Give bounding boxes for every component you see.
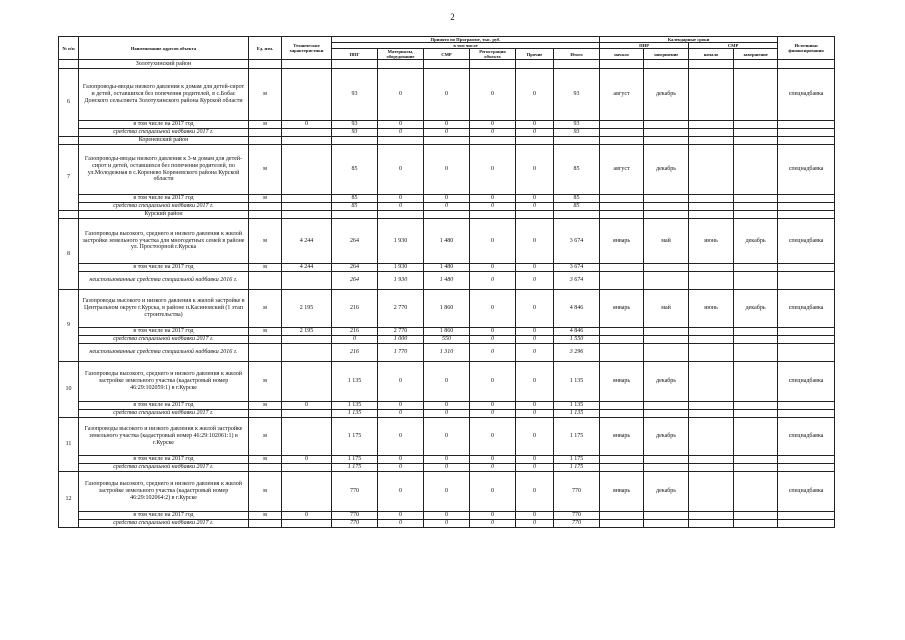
tech-cell: 0 xyxy=(282,402,332,410)
row-number: 7 xyxy=(59,145,79,211)
smr-cell: 0 xyxy=(424,456,470,464)
reg-cell: 0 xyxy=(470,512,516,520)
total-cell: 770 xyxy=(554,512,600,520)
district-title: Кореневский район xyxy=(79,137,249,145)
materials-cell: 1 770 xyxy=(378,344,424,362)
ppg-cell: 0 xyxy=(332,336,378,344)
year-subtotal-row xyxy=(59,402,835,410)
materials-cell: 0 xyxy=(378,456,424,464)
unit-cell: м xyxy=(249,418,282,456)
pir-start-cell: январь xyxy=(600,219,644,264)
other-cell: 0 xyxy=(516,336,554,344)
pir-start-cell: январь xyxy=(600,290,644,328)
smr-cell: 1 480 xyxy=(424,219,470,264)
funding-label: неиспользованные средства специальной надбавки 2016 г. xyxy=(79,344,249,362)
ppg-cell: 1 135 xyxy=(332,362,378,402)
total-cell: 93 xyxy=(554,129,600,137)
col-header-name: Наименование адресов объекта xyxy=(79,37,249,60)
source-cell: спецнадбавка xyxy=(778,362,835,402)
tech-cell xyxy=(282,362,332,402)
col-header-smr-schedule: СМР xyxy=(689,43,778,49)
table-row xyxy=(59,362,835,402)
unit-cell: м xyxy=(249,472,282,512)
tech-cell: 4 244 xyxy=(282,264,332,272)
smr-cell: 1 860 xyxy=(424,290,470,328)
smr-start-cell xyxy=(689,418,734,456)
reg-cell: 0 xyxy=(470,362,516,402)
materials-cell: 1 930 xyxy=(378,219,424,264)
tech-cell: 0 xyxy=(282,512,332,520)
pir-start-cell: август xyxy=(600,145,644,195)
funding-label: средства специальной надбавки 2017 г. xyxy=(79,464,249,472)
other-cell: 0 xyxy=(516,264,554,272)
total-cell: 3 674 xyxy=(554,264,600,272)
reg-cell: 0 xyxy=(470,464,516,472)
other-cell: 0 xyxy=(516,145,554,195)
ppg-cell: 216 xyxy=(332,328,378,336)
reg-cell: 0 xyxy=(470,520,516,528)
other-cell: 0 xyxy=(516,512,554,520)
funding-row xyxy=(59,336,835,344)
total-cell: 85 xyxy=(554,195,600,203)
reg-cell: 0 xyxy=(470,69,516,121)
smr-start-cell: июнь xyxy=(689,219,734,264)
ppg-cell: 264 xyxy=(332,272,378,290)
other-cell: 0 xyxy=(516,472,554,512)
ppg-cell: 1 175 xyxy=(332,456,378,464)
funding-row xyxy=(59,410,835,418)
reg-cell: 0 xyxy=(470,290,516,328)
materials-cell: 0 xyxy=(378,464,424,472)
smr-start-cell xyxy=(689,362,734,402)
funding-row xyxy=(59,464,835,472)
source-cell: спецнадбавка xyxy=(778,472,835,512)
total-cell: 85 xyxy=(554,203,600,211)
source-cell: спецнадбавка xyxy=(778,69,835,121)
funding-row xyxy=(59,520,835,528)
reg-cell: 0 xyxy=(470,344,516,362)
col-header-pir-start: начало xyxy=(600,49,644,60)
smr-cell: 0 xyxy=(424,410,470,418)
materials-cell: 1 000 xyxy=(378,336,424,344)
smr-cell: 1 860 xyxy=(424,328,470,336)
other-cell: 0 xyxy=(516,121,554,129)
row-number: 6 xyxy=(59,69,79,137)
other-cell: 0 xyxy=(516,203,554,211)
subtotal-label: в том числе на 2017 год xyxy=(79,456,249,464)
unit-cell: м xyxy=(249,362,282,402)
materials-cell: 0 xyxy=(378,121,424,129)
total-cell: 4 846 xyxy=(554,328,600,336)
tech-cell: 0 xyxy=(282,121,332,129)
col-header-pir-end: завершение xyxy=(644,49,689,60)
col-header-other: Прочие xyxy=(516,49,554,60)
smr-cell: 550 xyxy=(424,336,470,344)
col-header-schedule: Календарные сроки xyxy=(600,37,778,43)
tech-cell xyxy=(282,472,332,512)
col-header-materials: Материалы, оборудование xyxy=(378,49,424,60)
col-header-unit: Ед. изм. xyxy=(249,37,282,60)
other-cell: 0 xyxy=(516,362,554,402)
funding-label: средства специальной надбавки 2017 г. xyxy=(79,336,249,344)
year-subtotal-row xyxy=(59,121,835,129)
subtotal-label: в том числе на 2017 год xyxy=(79,121,249,129)
col-header-funding: Принято по Программе, тыс. руб. xyxy=(332,37,600,43)
unit-cell: м xyxy=(249,121,282,129)
materials-cell: 0 xyxy=(378,520,424,528)
tech-cell: 4 244 xyxy=(282,219,332,264)
subtotal-label: в том числе на 2017 год xyxy=(79,512,249,520)
smr-cell: 1 480 xyxy=(424,272,470,290)
col-header-smr-end: завершение xyxy=(734,49,778,60)
reg-cell: 0 xyxy=(470,456,516,464)
materials-cell: 1 930 xyxy=(378,264,424,272)
table-row xyxy=(59,69,835,121)
other-cell: 0 xyxy=(516,219,554,264)
ppg-cell: 85 xyxy=(332,203,378,211)
unit-cell: м xyxy=(249,69,282,121)
ppg-cell: 85 xyxy=(332,195,378,203)
tech-cell xyxy=(282,145,332,195)
object-name: Газопроводы высокого, среднего и низкого давления к жилой застройке земельного участка (кадастровый номер 46:29:102059:1) в г.Курске xyxy=(79,362,249,402)
subtotal-label: в том числе на 2017 год xyxy=(79,264,249,272)
smr-end-cell: декабрь xyxy=(734,290,778,328)
reg-cell: 0 xyxy=(470,402,516,410)
ppg-cell: 93 xyxy=(332,69,378,121)
col-header-tech: Технические характеристики xyxy=(282,37,332,60)
reg-cell: 0 xyxy=(470,219,516,264)
table-row xyxy=(59,418,835,456)
year-subtotal-row xyxy=(59,328,835,336)
table-row xyxy=(59,145,835,195)
subtotal-label: в том числе на 2017 год xyxy=(79,402,249,410)
unit-cell: м xyxy=(249,290,282,328)
smr-cell: 0 xyxy=(424,195,470,203)
materials-cell: 2 770 xyxy=(378,328,424,336)
object-name: Газопроводы высокого и низкого давления к жилой застройке в Центральном округе г.Курска, в районе п.Касиновский (1 этап строительства) xyxy=(79,290,249,328)
funding-label: средства специальной надбавки 2017 г. xyxy=(79,203,249,211)
funding-label: средства специальной надбавки 2017 г. xyxy=(79,129,249,137)
ppg-cell: 93 xyxy=(332,121,378,129)
year-subtotal-row xyxy=(59,195,835,203)
tech-cell xyxy=(282,418,332,456)
col-header-no: № п/п xyxy=(59,37,79,60)
object-name: Газопроводы высокого, среднего и низкого давления к жилой застройке земельного участка (кадастровый номер 46:29:102064:2) в г.Курске xyxy=(79,472,249,512)
unit-cell: м xyxy=(249,456,282,464)
other-cell: 0 xyxy=(516,272,554,290)
smr-cell: 1 480 xyxy=(424,264,470,272)
other-cell: 0 xyxy=(516,195,554,203)
other-cell: 0 xyxy=(516,410,554,418)
smr-cell: 0 xyxy=(424,512,470,520)
other-cell: 0 xyxy=(516,464,554,472)
materials-cell: 0 xyxy=(378,195,424,203)
col-header-smr: СМР xyxy=(424,49,470,60)
table-row xyxy=(59,472,835,512)
reg-cell: 0 xyxy=(470,410,516,418)
funding-row xyxy=(59,344,835,362)
smr-cell: 0 xyxy=(424,464,470,472)
page-number: 2 xyxy=(450,12,455,22)
object-name: Газопроводы-вводы низкого давления к 3-м домам для детей-сирот и детей, оставшихся без попечения родителей, по ул.Молодежная в с.Коренево Кореневского района Курской области xyxy=(79,145,249,195)
funding-row xyxy=(59,203,835,211)
pir-end-cell: май xyxy=(644,290,689,328)
row-number: 11 xyxy=(59,418,79,472)
reg-cell: 0 xyxy=(470,336,516,344)
smr-end-cell xyxy=(734,362,778,402)
subtotal-label: в том числе на 2017 год xyxy=(79,195,249,203)
ppg-cell: 264 xyxy=(332,219,378,264)
other-cell: 0 xyxy=(516,344,554,362)
funding-row xyxy=(59,272,835,290)
total-cell: 1 175 xyxy=(554,464,600,472)
source-cell: спецнадбавка xyxy=(778,145,835,195)
reg-cell: 0 xyxy=(470,195,516,203)
reg-cell: 0 xyxy=(470,145,516,195)
pir-start-cell: январь xyxy=(600,472,644,512)
year-subtotal-row xyxy=(59,264,835,272)
unit-cell: м xyxy=(249,402,282,410)
smr-cell: 0 xyxy=(424,121,470,129)
ppg-cell: 264 xyxy=(332,264,378,272)
smr-cell: 0 xyxy=(424,145,470,195)
pir-end-cell: декабрь xyxy=(644,472,689,512)
total-cell: 1 135 xyxy=(554,362,600,402)
ppg-cell: 770 xyxy=(332,472,378,512)
funding-label: средства специальной надбавки 2017 г. xyxy=(79,410,249,418)
materials-cell: 0 xyxy=(378,203,424,211)
funding-label: средства специальной надбавки 2017 г. xyxy=(79,520,249,528)
total-cell: 3 674 xyxy=(554,272,600,290)
total-cell: 770 xyxy=(554,520,600,528)
smr-cell: 0 xyxy=(424,418,470,456)
col-header-source: Источники финансирования xyxy=(778,37,835,60)
materials-cell: 0 xyxy=(378,512,424,520)
total-cell: 93 xyxy=(554,69,600,121)
smr-end-cell: декабрь xyxy=(734,219,778,264)
reg-cell: 0 xyxy=(470,272,516,290)
reg-cell: 0 xyxy=(470,121,516,129)
table-row xyxy=(59,219,835,264)
smr-cell: 0 xyxy=(424,362,470,402)
funding-label: неиспользованные средства специальной надбавки 2016 г. xyxy=(79,272,249,290)
ppg-cell: 770 xyxy=(332,512,378,520)
program-table xyxy=(58,36,835,528)
object-name: Газопроводы-вводы низкого давления к домам для детей-сирот и детей, оставшихся без попечения родителей, в с.Бобас Донского сельсовета Золотухинского района Курской области xyxy=(79,69,249,121)
materials-cell: 2 770 xyxy=(378,290,424,328)
col-header-smr-start: начало xyxy=(689,49,734,60)
ppg-cell: 770 xyxy=(332,520,378,528)
col-header-pir: ПИР xyxy=(600,43,689,49)
materials-cell: 0 xyxy=(378,69,424,121)
row-number: 8 xyxy=(59,219,79,290)
pir-end-cell: декабрь xyxy=(644,69,689,121)
smr-end-cell xyxy=(734,472,778,512)
unit-cell: м xyxy=(249,512,282,520)
pir-start-cell: январь xyxy=(600,418,644,456)
year-subtotal-row xyxy=(59,456,835,464)
reg-cell: 0 xyxy=(470,264,516,272)
total-cell: 1 175 xyxy=(554,418,600,456)
total-cell: 1 135 xyxy=(554,402,600,410)
materials-cell: 0 xyxy=(378,362,424,402)
ppg-cell: 1 135 xyxy=(332,402,378,410)
materials-cell: 1 930 xyxy=(378,272,424,290)
ppg-cell: 1 135 xyxy=(332,410,378,418)
materials-cell: 0 xyxy=(378,145,424,195)
smr-start-cell xyxy=(689,69,734,121)
reg-cell: 0 xyxy=(470,418,516,456)
ppg-cell: 1 175 xyxy=(332,418,378,456)
tech-cell: 2 195 xyxy=(282,328,332,336)
pir-start-cell: август xyxy=(600,69,644,121)
smr-cell: 0 xyxy=(424,520,470,528)
smr-cell: 0 xyxy=(424,472,470,512)
other-cell: 0 xyxy=(516,129,554,137)
smr-cell: 0 xyxy=(424,129,470,137)
source-cell: спецнадбавка xyxy=(778,219,835,264)
total-cell: 1 175 xyxy=(554,456,600,464)
unit-cell: м xyxy=(249,195,282,203)
unit-cell: м xyxy=(249,328,282,336)
row-number: 10 xyxy=(59,362,79,418)
district-title: Золотухинский район xyxy=(79,60,249,69)
smr-cell: 0 xyxy=(424,203,470,211)
other-cell: 0 xyxy=(516,456,554,464)
total-cell: 770 xyxy=(554,472,600,512)
source-cell: спецнадбавка xyxy=(778,290,835,328)
smr-cell: 1 310 xyxy=(424,344,470,362)
tech-cell: 0 xyxy=(282,456,332,464)
materials-cell: 0 xyxy=(378,129,424,137)
smr-end-cell xyxy=(734,418,778,456)
total-cell: 93 xyxy=(554,121,600,129)
other-cell: 0 xyxy=(516,520,554,528)
table-row xyxy=(59,290,835,328)
reg-cell: 0 xyxy=(470,472,516,512)
tech-cell xyxy=(282,69,332,121)
ppg-cell: 216 xyxy=(332,344,378,362)
pir-end-cell: декабрь xyxy=(644,362,689,402)
materials-cell: 0 xyxy=(378,410,424,418)
smr-start-cell xyxy=(689,145,734,195)
materials-cell: 0 xyxy=(378,472,424,512)
total-cell: 1 550 xyxy=(554,336,600,344)
year-subtotal-row xyxy=(59,512,835,520)
reg-cell: 0 xyxy=(470,203,516,211)
pir-end-cell: декабрь xyxy=(644,145,689,195)
total-cell: 1 135 xyxy=(554,410,600,418)
pir-start-cell: январь xyxy=(600,362,644,402)
district-title: Курский район xyxy=(79,211,249,219)
ppg-cell: 1 175 xyxy=(332,464,378,472)
tech-cell: 2 195 xyxy=(282,290,332,328)
reg-cell: 0 xyxy=(470,328,516,336)
col-header-reg: Регистрация объекта xyxy=(470,49,516,60)
pir-end-cell: май xyxy=(644,219,689,264)
other-cell: 0 xyxy=(516,328,554,336)
other-cell: 0 xyxy=(516,69,554,121)
smr-end-cell xyxy=(734,69,778,121)
other-cell: 0 xyxy=(516,290,554,328)
smr-end-cell xyxy=(734,145,778,195)
unit-cell: м xyxy=(249,145,282,195)
smr-cell: 0 xyxy=(424,69,470,121)
ppg-cell: 216 xyxy=(332,290,378,328)
funding-row xyxy=(59,129,835,137)
col-header-incl: в том числе xyxy=(332,43,600,49)
ppg-cell: 93 xyxy=(332,129,378,137)
smr-cell: 0 xyxy=(424,402,470,410)
ppg-cell: 85 xyxy=(332,145,378,195)
total-cell: 3 674 xyxy=(554,219,600,264)
tech-cell xyxy=(282,195,332,203)
object-name: Газопроводы высокого и низкого давления к жилой застройке земельного участка (кадастровый номер 46:29:102061:1) в г.Курске xyxy=(79,418,249,456)
source-cell: спецнадбавка xyxy=(778,418,835,456)
col-header-total: Итого xyxy=(554,49,600,60)
smr-start-cell: июнь xyxy=(689,290,734,328)
subtotal-label: в том числе на 2017 год xyxy=(79,328,249,336)
col-header-ppg: ППГ xyxy=(332,49,378,60)
other-cell: 0 xyxy=(516,418,554,456)
reg-cell: 0 xyxy=(470,129,516,137)
materials-cell: 0 xyxy=(378,402,424,410)
smr-start-cell xyxy=(689,472,734,512)
row-number: 12 xyxy=(59,472,79,528)
unit-cell: м xyxy=(249,219,282,264)
unit-cell: м xyxy=(249,264,282,272)
object-name: Газопроводы высокого, среднего и низкого давления к жилой застройке земельного участка для многодетных семей в районе ул. Простоорной г.Курска xyxy=(79,219,249,264)
total-cell: 4 846 xyxy=(554,290,600,328)
materials-cell: 0 xyxy=(378,418,424,456)
total-cell: 85 xyxy=(554,145,600,195)
pir-end-cell: декабрь xyxy=(644,418,689,456)
total-cell: 3 296 xyxy=(554,344,600,362)
other-cell: 0 xyxy=(516,402,554,410)
row-number: 9 xyxy=(59,290,79,362)
